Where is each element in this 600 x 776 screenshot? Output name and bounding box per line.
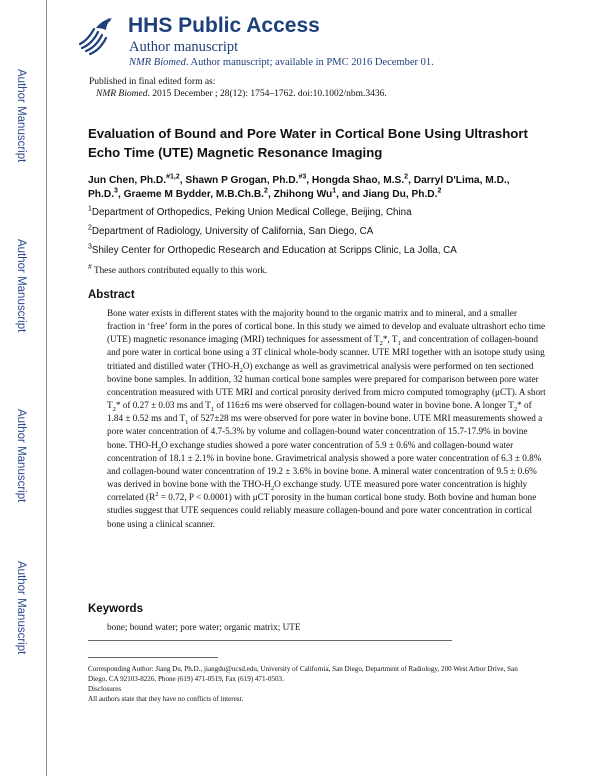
keywords-heading: Keywords — [88, 603, 143, 615]
affiliation-text: Department of Orthopedics, Peking Union Medical College, Beijing, China — [91, 207, 412, 218]
footnotes — [88, 664, 528, 704]
hhs-eagle-logo-icon — [76, 14, 116, 56]
side-label-author-manuscript: Author Manuscript — [15, 239, 27, 333]
author-affiliation-marker: 1 — [332, 187, 337, 195]
journal-name: NMR Biomed — [129, 57, 186, 68]
author-affiliation-marker: #1,2 — [166, 173, 180, 181]
author-name: Darryl D'Lima, M.D., Ph.D. — [88, 175, 510, 200]
affiliation-text: Shiley Center for Orthopedic Research and Education at Scripps Clinic, La Jolla, CA — [91, 245, 457, 256]
author-affiliation-marker: 2 — [264, 187, 268, 195]
author-name: Graeme M Bydder, M.B.Ch.B. — [123, 189, 265, 200]
margin-rule — [46, 0, 47, 776]
author-name: Shawn P Grogan, Ph.D. — [185, 175, 299, 186]
availability-line — [129, 57, 434, 68]
author-separator: , — [306, 175, 312, 186]
author-separator: , — [117, 189, 124, 200]
affiliation-number: 2 — [88, 224, 92, 232]
author-name: Jun Chen, Ph.D. — [88, 175, 167, 186]
author-separator: , and — [336, 189, 363, 200]
affiliation-number: 3 — [88, 243, 92, 251]
affiliation — [88, 226, 373, 237]
author-manuscript-subtitle: Author manuscript — [129, 39, 239, 55]
citation-journal: NMR Biomed — [96, 89, 148, 99]
author-separator: , — [267, 189, 274, 200]
author-affiliation-marker: 3 — [114, 187, 118, 195]
citation-line — [89, 88, 387, 100]
disclosures-heading: Disclosures — [88, 685, 122, 693]
author-separator: , — [408, 175, 414, 186]
published-in-label: Published in final edited form as: — [89, 77, 216, 87]
affiliation-text: Department of Radiology, University of California, San Diego, CA — [91, 226, 374, 237]
side-label-author-manuscript: Author Manuscript — [15, 69, 27, 163]
abstract-body: Bone water exists in different states with the majority bound to the organic matrix and to mineral, and a smaller fraction in ‘free’ form in the pores of cortical bone. In this study we aimed to develop and evaluate ultrashort echo time (UTE) magnetic resonance imaging (MRI) techniques for assessment of $T_2*$, $T_1$ and concentration of collagen-bound and pore water in cortical bone using a 3T clinical whole-body scanner. UTE MRI together with an isotope study using tritiated and distilled water $(THO-H_2O)$ exchange as well as gravimetrical analysis were performed on ten sectioned bovine bone samples. In addition, 32 human cortical bone samples were prepared for comparison between pore water concentration measured with UTE MRI and cortical porosity derived from micro computed tomography (μCT). A short $T_2*$ of 0.27 ± 0.03 ms and $T_1$ of 116±6 ms were observed for collagen-bound water in bovine bone. A longer $T_2*$ of 1.84 ± 0.52 ms and $T_1$ of 527±28 ms were observed for pore water in bovine bone. UTE MRI measurements showed a pore water concentration of 4.7-5.3% by volume and collagen-bound water concentration of 15.7-17.9% in bovine bone. THO-$H_2O$ exchange studies showed a pore water concentration of 5.9 ± 0.6% and collagen-bound water concentration of 18.1 ± 2.1% in bovine bone. Gravimetrical analysis showed a pore water concentration of 6.3 ± 0.8% and collagen-bound water concentration of 19.2 ± 3.6% in bovine bone. A mineral water concentration of 9.5 ± 0.6% was derived in bovine bone with the THO-$H_2O$ exchange study. UTE measured pore water concentration is highly correlated ($R^2 = 0.72$, P < 0.0001) with μCT porosity in the human cortical bone study. Both bovine and human bone studies suggest that UTE sequences could reliably measure collagen-bound and pore water concentration in cortical bone using a clinical scanner. — [107, 308, 546, 529]
footnote-divider — [88, 657, 218, 658]
availability-text: . Author manuscript; available in PMC 2016 December 01. — [185, 57, 434, 68]
corresponding-author-note: Corresponding Author: Jiang Du, Ph.D., jiangdu@ucsd.edu, University of California, San Diego, Department of Radiology, 200 West Arbor Drive, San Diego, CA 92103-8226, Phone (619) 471-0519, Fax (619) 471-0503. — [88, 665, 518, 683]
equal-contribution-note — [88, 261, 268, 275]
equal-contribution-symbol: # — [88, 261, 92, 271]
keywords-divider — [88, 640, 452, 641]
affiliation — [88, 245, 457, 256]
author-name: Jiang Du, Ph.D. — [362, 189, 438, 200]
equal-contribution-text: These authors contributed equally to this work. — [91, 265, 268, 275]
publication-info — [89, 76, 387, 100]
author-list — [88, 174, 528, 202]
author-affiliation-marker: #3 — [298, 173, 307, 181]
disclosures-text: All authors state that they have no conflicts of interest. — [88, 695, 244, 703]
author-affiliation-marker: 2 — [404, 173, 409, 181]
paper-title: Evaluation of Bound and Pore Water in Cortical Bone Using Ultrashort Echo Time (UTE) Magnetic Resonance Imaging — [88, 126, 528, 160]
author-affiliation-marker: 2 — [437, 187, 442, 195]
keywords-list: bone; bound water; pore water; organic matrix; UTE — [107, 622, 301, 632]
side-label-author-manuscript: Author Manuscript — [15, 409, 27, 503]
author-name: Zhihong Wu — [273, 189, 333, 200]
author-separator: , — [179, 175, 186, 186]
author-name: Hongda Shao, M.S. — [311, 175, 405, 186]
abstract-heading: Abstract — [88, 289, 135, 301]
affiliation — [88, 207, 412, 218]
citation-details: . 2015 December ; 28(12): 1754–1762. doi:10.1002/nbm.3436. — [147, 89, 387, 99]
side-label-author-manuscript: Author Manuscript — [15, 561, 27, 655]
hhs-public-access-title: HHS Public Access — [128, 14, 320, 37]
affiliation-number: 1 — [88, 205, 92, 213]
